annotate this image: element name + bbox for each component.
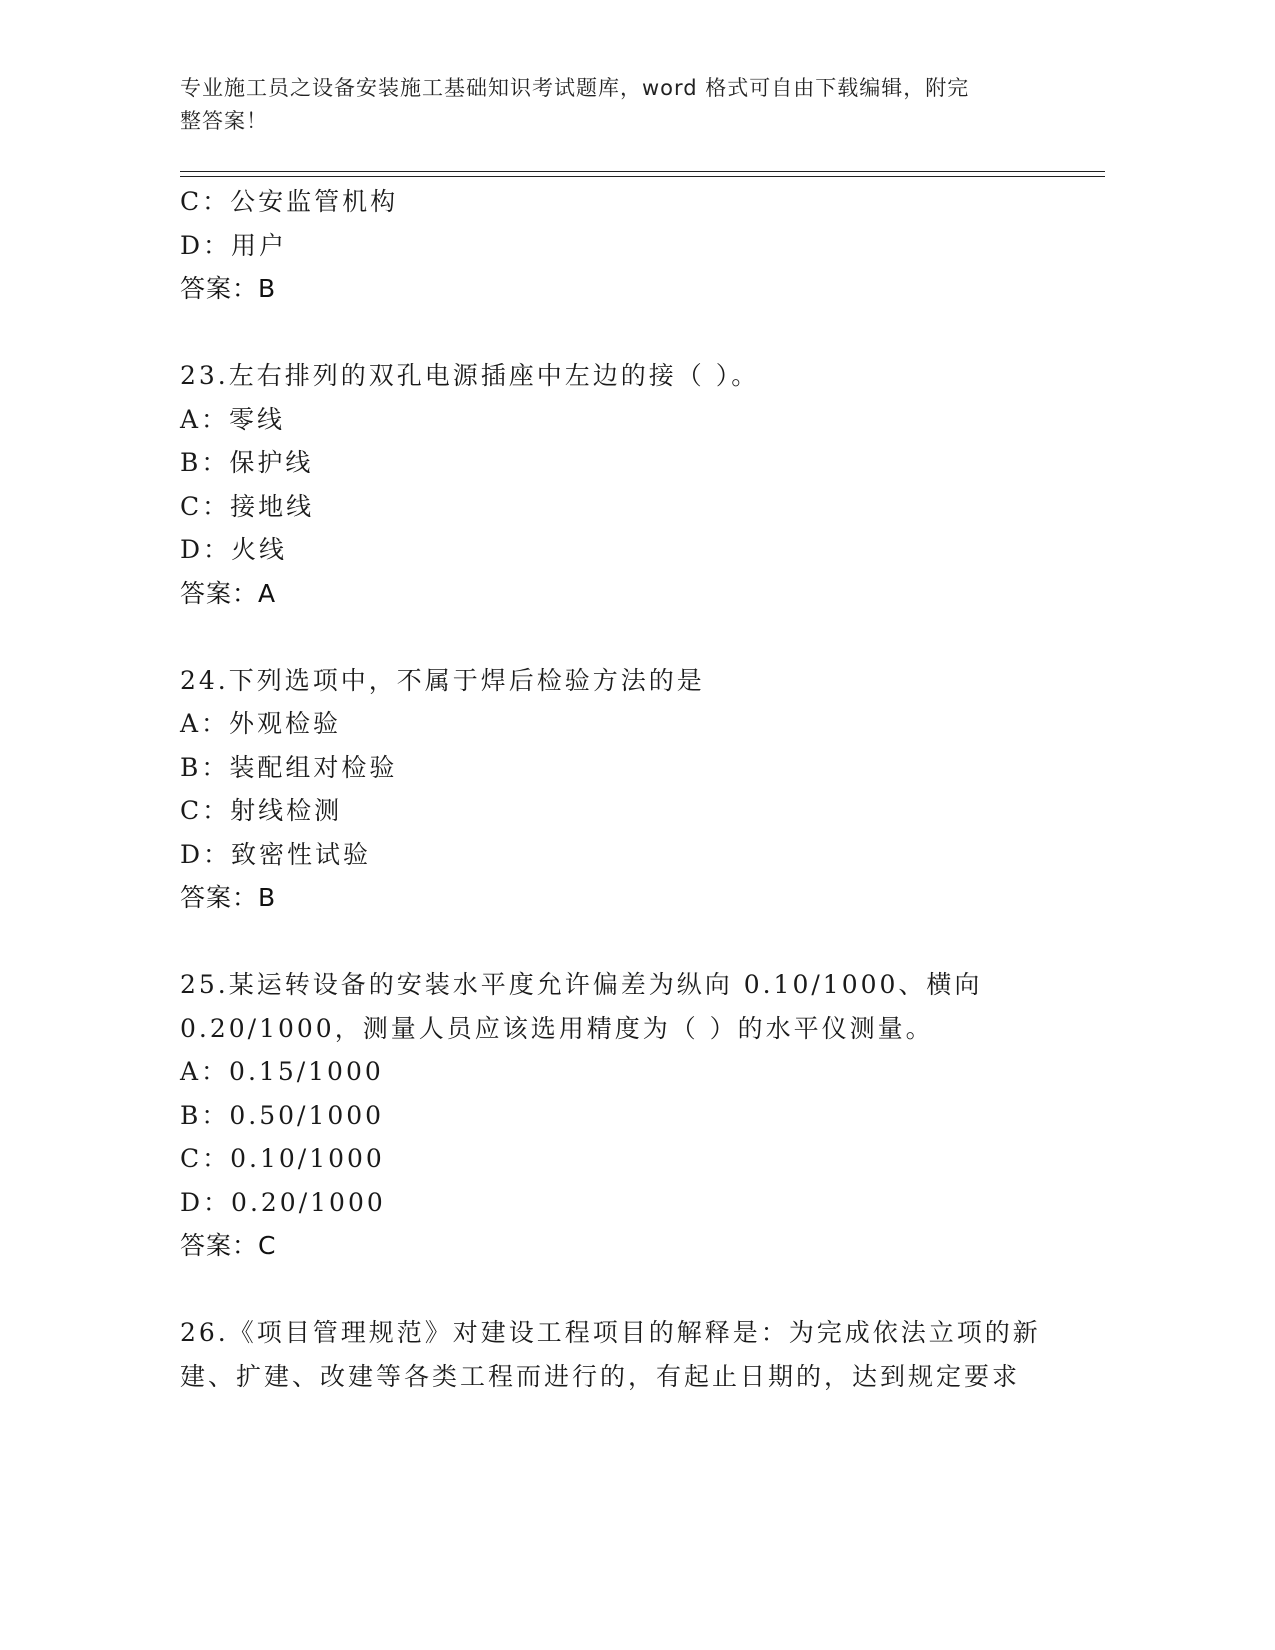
question-25 <box>180 963 1060 1268</box>
header-line-2: 整答案！ <box>180 109 268 133</box>
question-26 <box>180 1311 1060 1398</box>
question-22 <box>180 180 1060 311</box>
option-d: D：火线 <box>180 535 288 564</box>
header-rule-bottom <box>180 176 1105 177</box>
answer: 答案：B <box>180 274 277 303</box>
option-b: B：装配组对检验 <box>180 752 398 782</box>
spacer <box>180 920 1060 964</box>
answer: 答案：C <box>180 1231 277 1260</box>
option-b: B：0.50/1000 <box>180 1100 385 1130</box>
option-a: A：零线 <box>180 404 286 434</box>
question-24 <box>180 659 1060 920</box>
question-stem-line-2: 0.20/1000，测量人员应该选用精度为（ ）的水平仪测量。 <box>180 1013 934 1043</box>
option-c: C：接地线 <box>180 491 315 521</box>
question-stem: 24.下列选项中，不属于焊后检验方法的是 <box>180 665 705 695</box>
option-c: C：公安监管机构 <box>180 187 399 216</box>
option-d: D：用户 <box>180 230 288 260</box>
page-header <box>180 72 1060 138</box>
question-23 <box>180 354 1060 615</box>
spacer <box>180 1268 1060 1312</box>
option-b: B：保护线 <box>180 448 314 477</box>
option-a: A：外观检验 <box>180 709 342 738</box>
question-stem-line-1: 25.某运转设备的安装水平度允许偏差为纵向 0.10/1000、横向 <box>180 970 983 999</box>
question-stem-line-1: 26.《项目管理规范》对建设工程项目的解释是：为完成依法立项的新 <box>180 1318 1041 1347</box>
option-a: A：0.15/1000 <box>180 1057 384 1086</box>
header-line-1: 专业施工员之设备安装施工基础知识考试题库，word 格式可自由下载编辑，附完 <box>180 76 970 100</box>
header-rule-top <box>180 171 1105 172</box>
question-stem-line-2: 建、扩建、改建等各类工程而进行的，有起止日期的，达到规定要求 <box>180 1361 1021 1391</box>
spacer <box>180 311 1060 355</box>
option-d: D：0.20/1000 <box>180 1187 386 1217</box>
option-d: D：致密性试验 <box>180 839 372 869</box>
question-stem: 23.左右排列的双孔电源插座中左边的接（ ）。 <box>180 361 760 390</box>
option-c: C：0.10/1000 <box>180 1144 385 1173</box>
option-c: C：射线检测 <box>180 796 343 825</box>
answer: 答案：A <box>180 578 277 608</box>
question-list <box>180 180 1060 1398</box>
spacer <box>180 615 1060 659</box>
answer: 答案：B <box>180 883 277 912</box>
